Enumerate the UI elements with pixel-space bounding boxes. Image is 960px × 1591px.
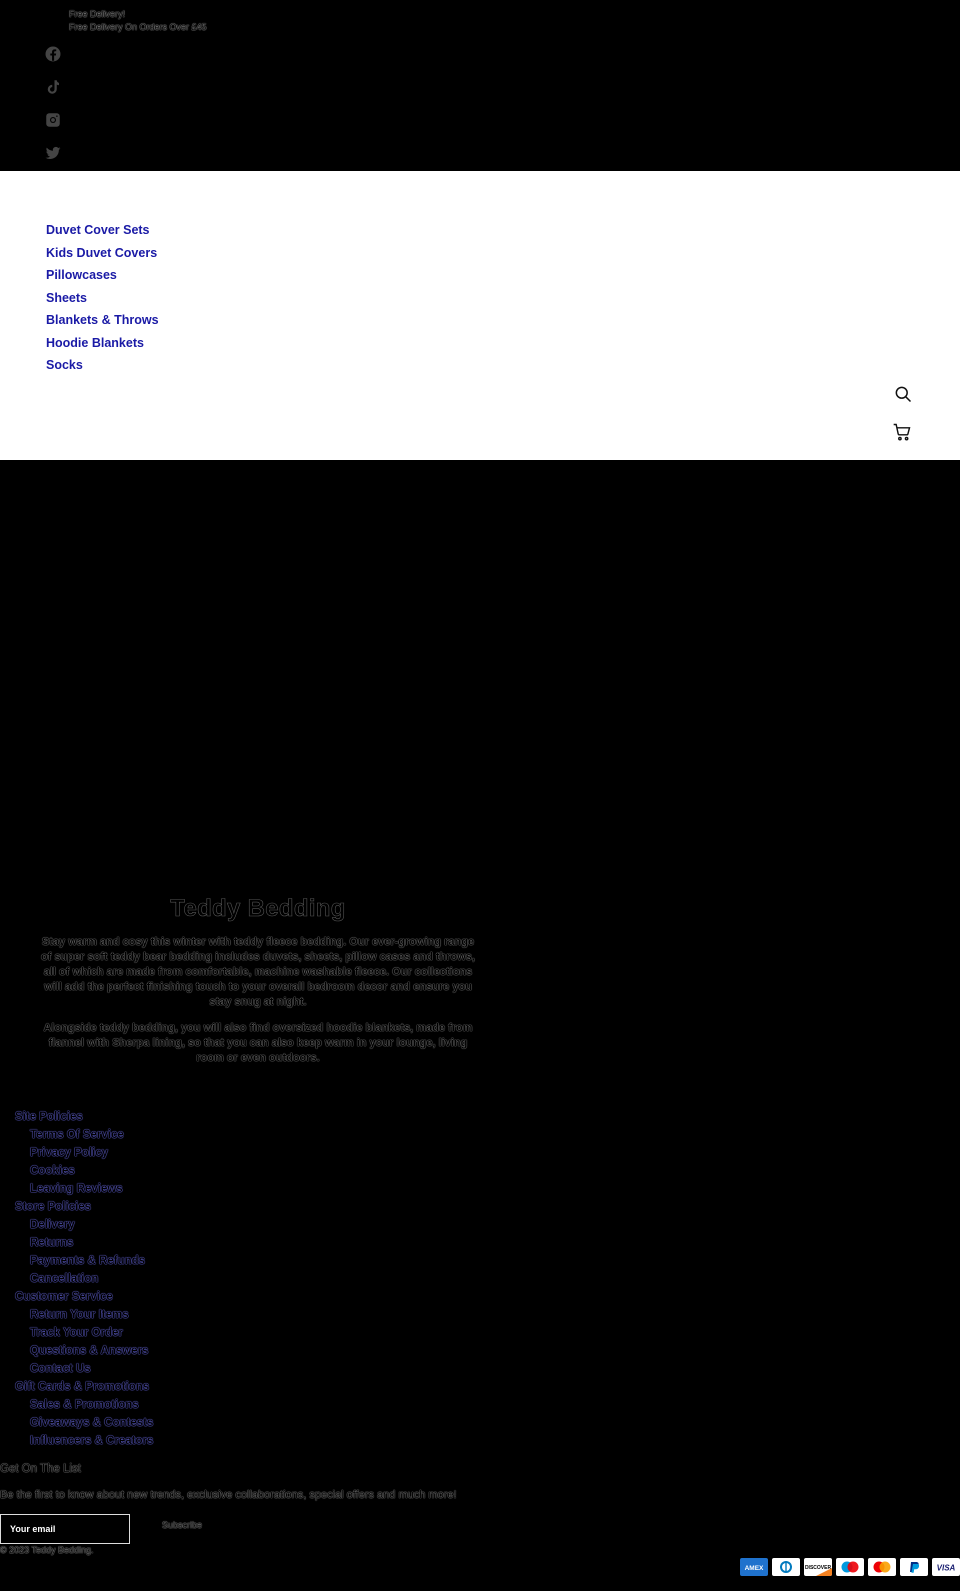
search-button[interactable] [893,384,913,404]
twitter-icon [44,144,62,162]
announcement-bar [0,0,960,171]
nav-link-duvet-cover-sets[interactable]: Duvet Cover Sets [46,223,150,237]
announcement-line-1: Free Delivery! [69,9,126,19]
maestro-icon [836,1558,864,1576]
visa-icon [932,1558,960,1576]
diners-icon [772,1558,800,1576]
cart-button[interactable] [892,422,912,442]
facebook-icon [44,45,62,63]
announcement-text [69,8,207,34]
footer-menu-group [0,1378,153,1450]
footer-link-privacy-policy[interactable]: Privacy Policy [30,1147,108,1159]
nav-link-kids-duvet-covers[interactable]: Kids Duvet Covers [46,245,158,260]
footer-link-contact-us[interactable]: Contact Us [30,1363,91,1375]
paypal-icon [900,1558,928,1576]
nav-item [46,309,159,332]
nav-item [46,287,159,310]
mastercard-icon [868,1558,896,1576]
footer-submenu [0,1306,153,1378]
footer-link-cancellation[interactable]: Cancellation [30,1273,99,1285]
svg-text:Diners: Diners [772,1558,776,1559]
newsletter-text: Be the first to know about new trends, exclusive collaborations, special offers and much more! [0,1489,457,1501]
main-nav [46,219,159,377]
footer-submenu [0,1126,153,1198]
nav-link-pillowcases[interactable]: Pillowcases [46,268,117,282]
svg-text:VISA: VISA [936,1563,956,1573]
footer-menu [0,1108,153,1450]
facebook-link[interactable] [44,45,62,63]
subscribe-button[interactable]: Subscribe [162,1520,203,1530]
svg-text:PayPal: PayPal [900,1558,904,1559]
page-title: Teddy Bedding [170,895,346,922]
intro-paragraph: Stay warm and cosy this winter with teddy fleece bedding. Our ever-growing range of super soft teddy bear bedding includes duvets, sheets, pillow cases and throws, all of which are made from comfortable, machine washable fleece. Our collections will add the perfect finishing touch to your overall bedroom decor and ensure you stay snug at night. [41,936,475,1008]
nav-link-blankets-throws[interactable]: Blankets & Throws [46,313,159,327]
newsletter-title: Get On The List [0,1463,81,1475]
site-header [0,171,960,460]
nav-link-hoodie-blankets[interactable]: Hoodie Blankets [46,335,144,350]
twitter-link[interactable] [44,144,62,162]
copyright-text: © 2023 Teddy Bedding. [0,1545,94,1555]
svg-text:Mastercard: Mastercard [868,1558,874,1559]
announcement-line-2: Free Delivery On Orders Over £45 [69,22,207,32]
payment-methods [740,1558,960,1576]
instagram-link[interactable] [44,111,62,129]
footer-link-returns[interactable]: Returns [30,1237,74,1249]
footer-link-delivery[interactable]: Delivery [30,1219,75,1231]
footer-link-leaving-reviews[interactable]: Leaving Reviews [30,1183,123,1195]
email-input[interactable] [0,1514,130,1544]
svg-text:Maestro: Maestro [836,1558,840,1559]
footer-link-cookies[interactable]: Cookies [30,1165,75,1177]
svg-text:AMEX: AMEX [744,1565,764,1572]
nav-item [46,219,159,242]
instagram-icon [44,111,62,129]
nav-item [46,264,159,287]
nav-item [46,242,159,265]
footer-link-payments-refunds[interactable]: Payments & Refunds [30,1255,146,1267]
footer-link-terms-of-service[interactable]: Terms Of Service [30,1129,124,1141]
nav-item [46,354,159,377]
footer-link-return-your-items[interactable]: Return Your Items [30,1309,129,1321]
secondary-paragraph: Alongside teddy bedding, you will also find oversized hoodie blankets, made from flannel with Sherpa lining, so that you can also keep warm in your lounge, living room or even outdoors. [43,1022,473,1064]
footer-link-influencers-creators[interactable]: Influencers & Creators [30,1435,154,1447]
footer-category-store-policies[interactable]: Store Policies [15,1201,92,1213]
amex-icon [740,1558,768,1576]
footer-menu-group [0,1198,153,1288]
footer-menu-group [0,1288,153,1378]
footer-submenu [0,1216,153,1288]
footer-menu-group [0,1108,153,1198]
footer-link-giveaways-contests[interactable]: Giveaways & Contests [30,1417,154,1429]
tiktok-link[interactable] [44,78,62,96]
footer-link-track-your-order[interactable]: Track Your Order [30,1327,123,1339]
svg-text:DISCOVER: DISCOVER [804,1565,832,1571]
nav-link-socks[interactable]: Socks [46,358,83,372]
cart-icon [892,422,912,442]
tiktok-icon [44,78,62,96]
footer-submenu [0,1396,153,1450]
footer-link-sales-promotions[interactable]: Sales & Promotions [30,1399,139,1411]
footer-link-questions-answers[interactable]: Questions & Answers [30,1345,149,1357]
discover-icon [804,1558,832,1576]
footer-category-site-policies[interactable]: Site Policies [15,1111,83,1123]
footer-category-gift-cards-promotions[interactable]: Gift Cards & Promotions [15,1381,150,1393]
nav-item [46,332,159,355]
nav-link-sheets[interactable]: Sheets [46,290,87,305]
search-icon [893,384,913,404]
footer-category-customer-service[interactable]: Customer Service [15,1291,113,1303]
